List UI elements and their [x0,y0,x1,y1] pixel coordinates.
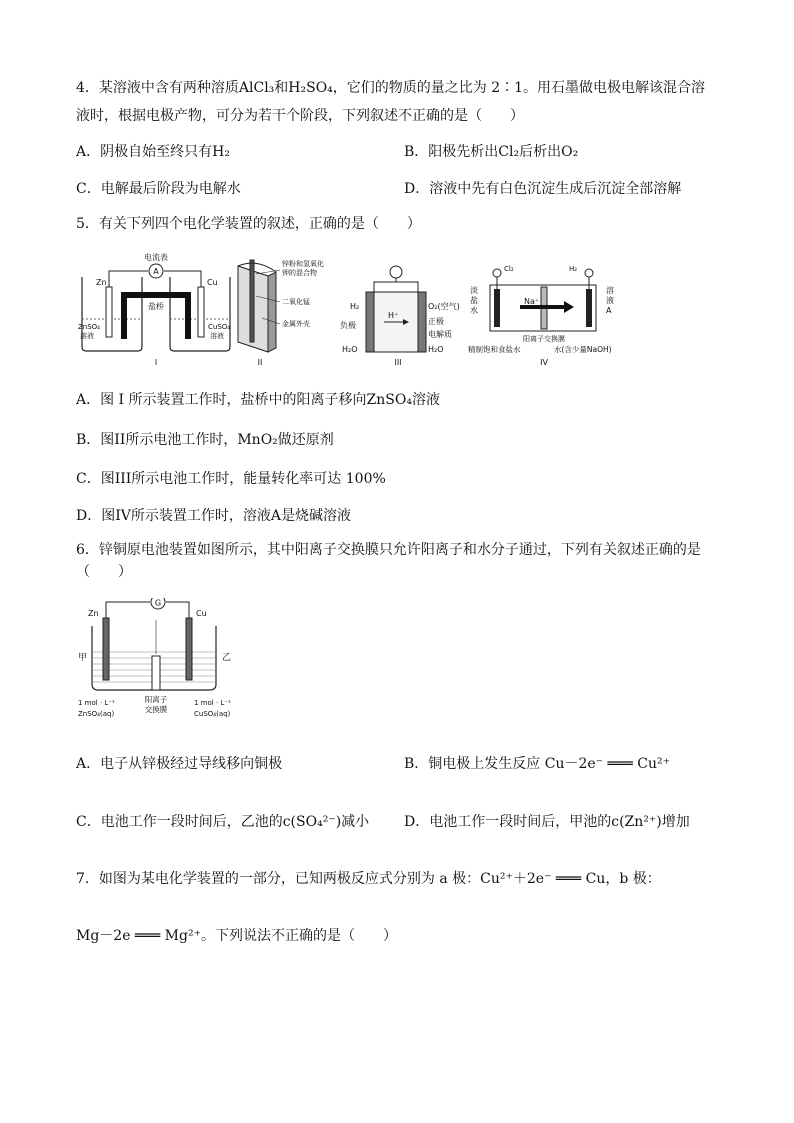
dilute-brine-label-3: 水 [470,306,478,315]
metal-shell-label: 金属外壳 [282,320,310,328]
q5-option-b[interactable]: B．图II所示电池工作时，MnO₂做还原剂 [76,432,334,448]
q6-stem-line2: （ ） [76,564,132,580]
cathode [586,289,592,327]
solution-a-label-3: A [606,306,612,315]
zn-label: Zn [96,278,107,287]
zn-electrode [103,618,109,680]
q5-option-a[interactable]: A．图 I 所示装置工作时，盐桥中的阳离子移向ZnSO₄溶液 [76,392,440,408]
water-naoh-label: 水(含少量NaOH) [554,345,612,354]
minus-terminal-icon [585,269,593,277]
wire [106,602,189,618]
cu-electrode [198,287,204,337]
q5-figure-iv [464,259,624,369]
zinc-mixture-label: 锌粉和氢氧化 [282,260,324,268]
na-ion-label: Na⁺ [524,297,540,306]
q5-option-d[interactable]: D．图IV所示装置工作时，溶液A是烧碱溶液 [76,508,351,524]
o2-label: O₂(空气) [428,302,460,311]
right-solution-label: CuSO₄ [208,323,231,331]
figure-label: III [394,358,402,367]
membrane-label-2: 交换膜 [144,705,168,714]
right-solution: CuSO₄(aq) [194,710,231,718]
solution-a-label-2: 液 [606,296,614,305]
cl2-label: Cl₂ [504,265,514,273]
h2-label: H₂ [569,265,578,273]
q5-stem: 5．有关下列四个电化学装置的叙述，正确的是（ ） [76,216,421,232]
q5-figure-iii [336,262,466,369]
h2-label: H₂ [350,302,360,311]
right-concentration: 1 mol · L⁻¹ [194,699,231,707]
cu-electrode [186,618,192,680]
membrane-label: 阳离子交换膜 [523,335,565,343]
q4-option-d[interactable]: D．溶液中先有白色沉淀生成后沉淀全部溶解 [404,181,682,197]
q4-option-b[interactable]: B．阳极先析出Cl₂后析出O₂ [404,144,579,160]
membrane-label: 阳离子 [144,695,168,704]
figure-label: IV [540,358,548,367]
q5-option-c[interactable]: C．图III所示电池工作时，能量转化率可达 100% [76,471,386,487]
q6-stem-line1: 6．锌铜原电池装置如图所示，其中阳离子交换膜只允许阳离子和水分子通过，下列有关叙述正确的是 [76,542,701,558]
cation-exchange-membrane [152,656,160,690]
negative-electrode [366,292,374,352]
q6-option-b[interactable]: B．铜电极上发生反应 Cu－2e⁻ ═══ Cu²⁺ [404,756,670,772]
bridge-label: 盐桥 [148,302,164,311]
zn-electrode [106,287,112,337]
h2o-left-label: H₂O [342,345,358,354]
q6-figure [76,598,246,724]
q7-stem-line2: Mg－2e ═══ Mg²⁺。下列说法不正确的是（ ） [76,928,397,944]
h2o-right-label: H₂O [428,345,444,354]
q4-stem-line2: 液时，根据电极产物，可分为若干个阶段，下列叙述不正确的是（ ） [76,108,524,124]
mno2-label: 二氧化锰 [282,298,310,306]
yi-label: 乙 [222,653,232,663]
left-concentration: 1 mol · L⁻¹ [78,699,115,707]
refined-brine-label: 精制饱和食盐水 [468,345,521,354]
q6-option-c[interactable]: C．电池工作一段时间后，乙池的c(SO₄²⁻)减小 [76,814,370,830]
zinc-mixture-label-2: 钾的混合物 [282,269,317,277]
ammeter-label: 电流表 [144,253,168,262]
anode [494,289,500,327]
negative-label: 负极 [340,321,356,330]
q6-option-a[interactable]: A．电子从锌极经过导线移向铜极 [76,756,283,772]
left-solution-label-2: 溶液 [80,332,94,340]
q4-stem-line1: 4．某溶液中含有两种溶质AlCl₃和H₂SO₄，它们的物质的量之比为 2∶1。用石墨做电极电解该混合溶 [76,80,706,96]
jia-label: 甲 [78,653,88,663]
figure-label: II [257,358,263,367]
q6-option-d[interactable]: D．电池工作一段时间后，甲池的c(Zn²⁺)增加 [404,814,690,830]
q4-option-c[interactable]: C．电解最后阶段为电解水 [76,181,241,197]
svg-text:A: A [153,267,159,276]
figure-label: I [154,358,158,367]
cu-label: Cu [196,609,207,618]
cu-label: Cu [207,278,218,287]
solution-a-label: 溶 [606,286,614,295]
q4-option-a[interactable]: A．阴极自始至终只有H₂ [76,144,230,160]
right-solution-label-2: 溶液 [210,332,224,340]
q5-figure-i [76,247,236,369]
positive-electrode [418,292,426,352]
dilute-brine-label-2: 盐 [470,296,478,305]
q5-figure-ii [232,256,336,369]
bulb-icon [390,266,402,278]
h-plus-label: H⁺ [388,311,399,320]
electrolyte-label: 电解质 [428,330,452,339]
positive-label: 正极 [428,317,444,326]
q7-stem-line1: 7．如图为某电化学装置的一部分，已知两极反应式分别为 a 极：Cu²⁺＋2e⁻ ═══ Cu，b 极： [76,871,661,887]
dilute-brine-label: 淡 [470,286,478,295]
plus-terminal-icon [493,269,501,277]
galvanometer-label: G [154,598,162,608]
left-solution-label: ZnSO₄ [78,323,100,331]
zn-label: Zn [88,609,99,618]
left-solution: ZnSO₄(aq) [78,710,115,718]
